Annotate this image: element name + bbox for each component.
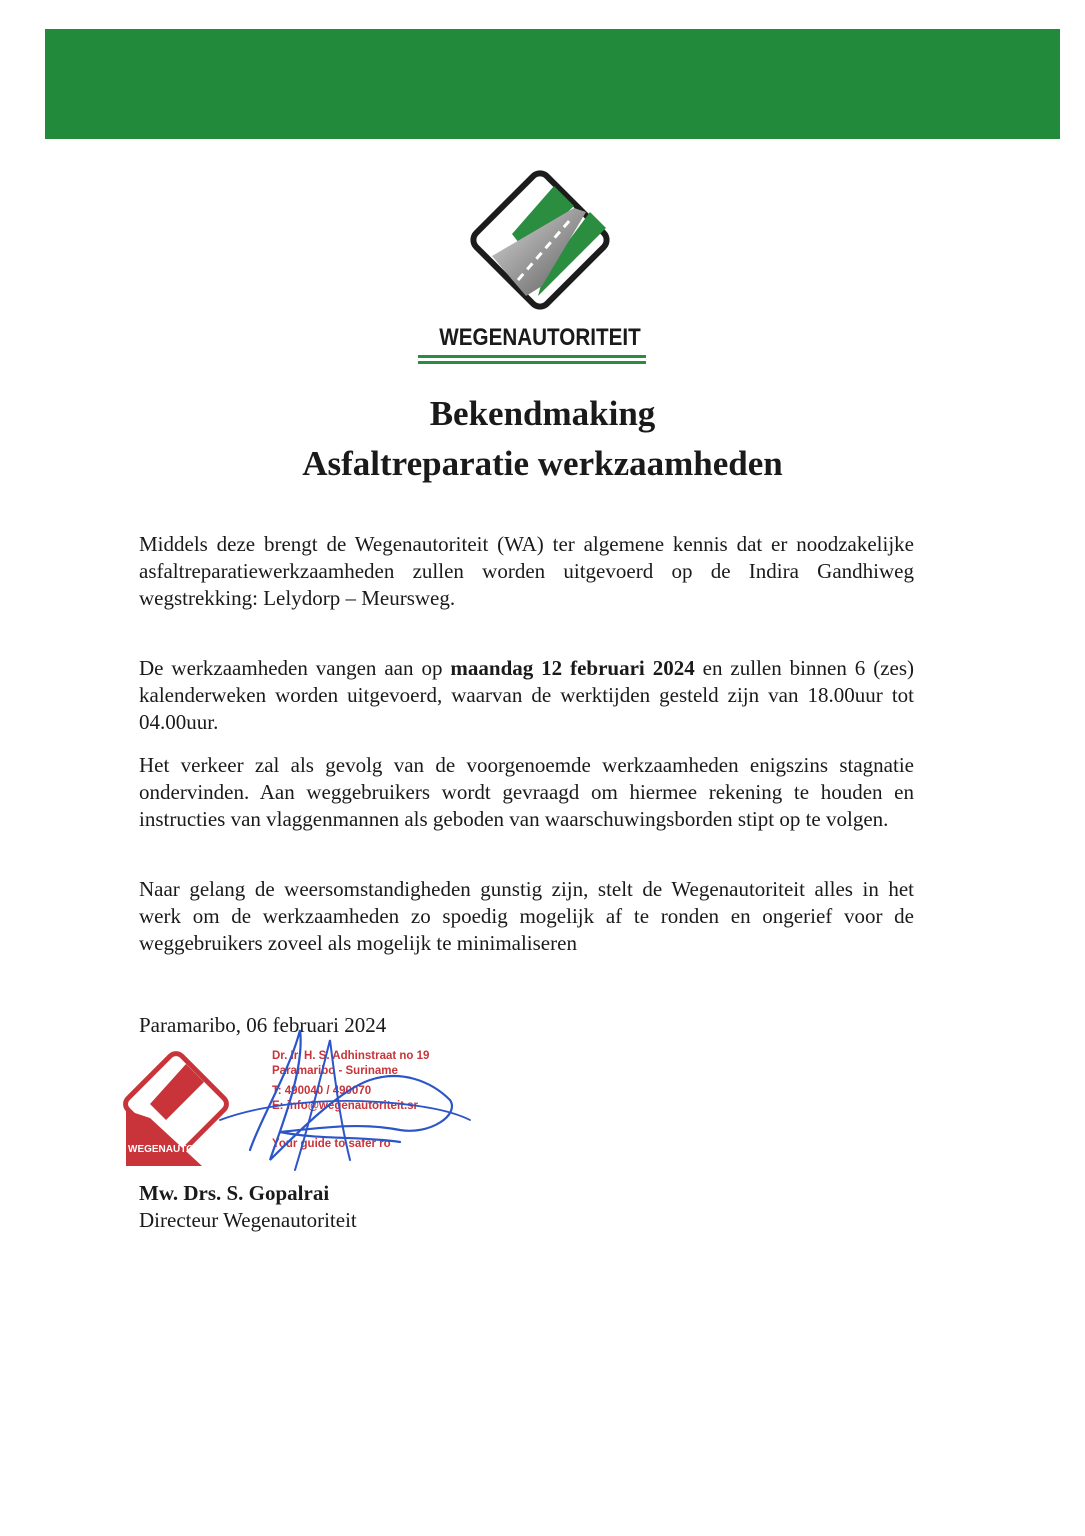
signer-name: Mw. Drs. S. Gopalrai: [139, 1181, 330, 1205]
road-diamond-logo-icon: [462, 162, 618, 318]
start-date: maandag 12 februari 2024: [450, 656, 695, 680]
stamp-address: Dr. Ir. H. S. Adhinstraat no 19: [272, 1050, 430, 1062]
place-date: Paramaribo, 06 februari 2024: [139, 1013, 387, 1037]
stamp-phone: T: 490040 / 490070: [272, 1085, 372, 1097]
paragraph-1: Middels deze brengt de Wegenautoriteit (WA) ter algemene kennis dat er noodzakelijke asfaltreparatiewerkzaamheden zullen worden uitgevoerd op de Indira Gandhiweg wegstrekking: Lelydorp – Meursweg.: [139, 532, 914, 610]
paragraph-2: De werkzaamheden vangen aan op maandag 12 februari 2024 en zullen binnen 6 (zes) kalenderweken worden uitgevoerd, waarvan de werktijden gesteld zijn van 18.00uur tot 04.00uur.: [139, 656, 915, 734]
brand-name: WEGENAUTORITEIT: [439, 324, 641, 351]
paragraph-4: Naar gelang de weersomstandigheden gunstig zijn, stelt de Wegenautoriteit alles in het werk om de werkzaamheden zo spoedig mogelijk af te ronden en ongerief voor de weggebruikers zoveel als mogelijk te minimaliseren: [139, 877, 914, 955]
title-line-2: Asfaltreparatie werkzaamheden: [302, 444, 783, 483]
brand-underline: [418, 361, 646, 364]
header-banner: [45, 29, 1060, 139]
brand-underline: [418, 355, 646, 358]
paragraph-3: Het verkeer zal als gevolg van de voorgenoemde werkzaamheden enigszins stagnatie ondervinden. Aan weggebruikers wordt gevraagd om hiermee rekening te houden en instructies van vlaggenmannen als geboden van waarschuwingsborden stipt op te volgen.: [139, 753, 914, 831]
stamp-city: Paramaribo - Suriname: [272, 1065, 398, 1077]
stamp-logo-text: WEGENAUTORITEIT: [128, 1144, 226, 1155]
stamp-email: E: info@wegenautoriteit.sr: [272, 1100, 419, 1112]
handwritten-signature: [200, 1010, 490, 1180]
stamp-slogan: Your guide to safer ro: [272, 1138, 391, 1150]
signer-role: Directeur Wegenautoriteit: [139, 1208, 357, 1232]
title-line-1: Bekendmaking: [429, 394, 656, 433]
